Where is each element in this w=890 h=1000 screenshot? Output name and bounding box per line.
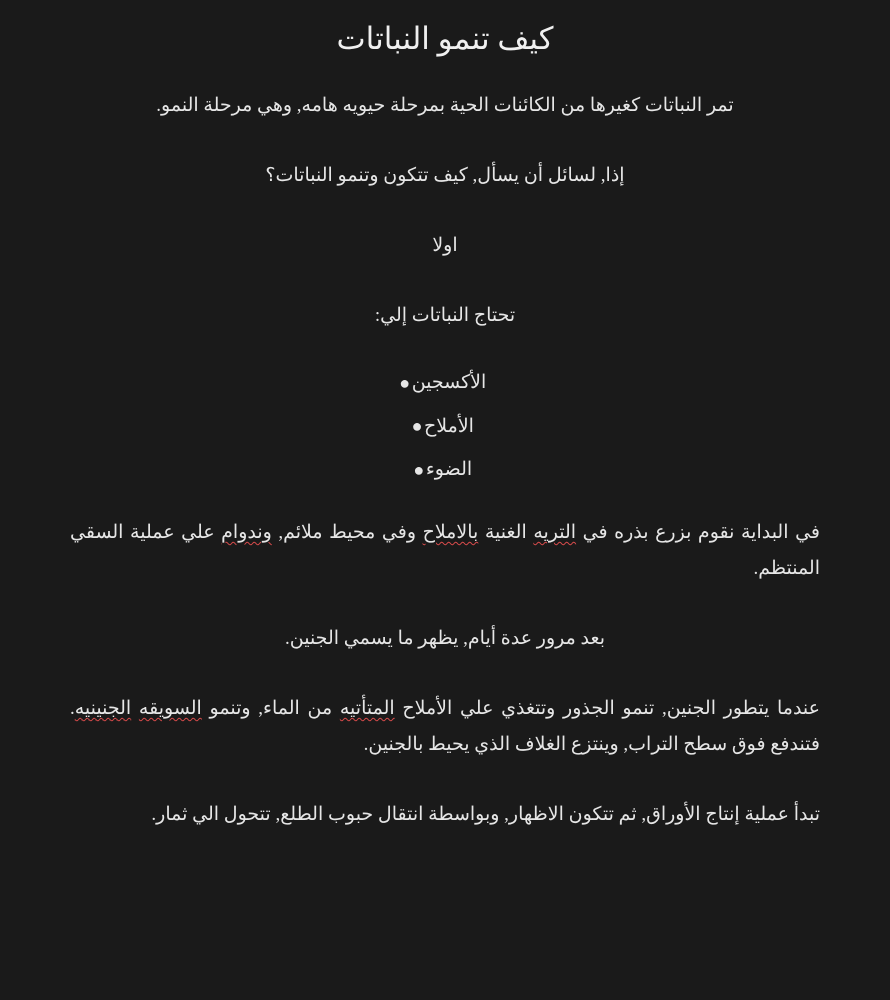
paragraph-leaves (70, 797, 820, 833)
text-run: الغنية (478, 521, 534, 543)
paragraph-planting (70, 515, 820, 587)
text-run: تبدأ عملية إنتاج الأوراق, ثم تتكون الاظهار, وبواسطة انتقال حبوب الطلع, تتحول الي ثمار. (151, 804, 820, 826)
paragraph-growth (70, 691, 820, 763)
spellcheck-word: وندوام (221, 521, 272, 543)
text-run (131, 698, 139, 719)
bullet-icon: ● (399, 372, 411, 393)
text-run: علي عملية السقي المنتظم. (70, 521, 820, 580)
text-run: في البداية نقوم بزرع بذره في (576, 521, 820, 543)
spellcheck-word: المتأتيه (339, 698, 395, 720)
list-item (70, 455, 820, 485)
list-item-label: الأكسجين (411, 372, 487, 394)
spellcheck-word: السويقه (138, 698, 202, 720)
needs-list (70, 368, 820, 485)
bullet-icon: ● (411, 416, 423, 437)
text-run: من الماء, وتنمو (201, 698, 340, 720)
text-run: عندما يتطور الجنين, تنمو الجذور وتتغذي علي الأملاح (394, 698, 821, 720)
paragraph-embryo (70, 621, 820, 657)
list-item-label: الضوء (425, 459, 473, 481)
text-run: . فتندفع فوق سطح التراب, وينتزع الغلاف الذي يحيط بالجنين. (70, 698, 820, 756)
page-title: كيف تنمو النباتات (336, 21, 554, 56)
list-item (70, 368, 820, 398)
paragraph-firstly: اولا (432, 235, 458, 257)
paragraph-intro: تمر النباتات كغيرها من الكائنات الحية بمرحلة حيويه هامه, وهي مرحلة النمو. (156, 94, 734, 116)
list-item (70, 412, 820, 442)
spellcheck-word: التريه (533, 521, 577, 543)
text-run: بعد مرور عدة أيام, يظهر ما يسمي الجنين. (285, 628, 605, 650)
paragraph-question: إذا, لسائل أن يسأل, كيف تتكون وتنمو النباتات؟ (265, 164, 625, 186)
spellcheck-word: الجنينيه (74, 698, 132, 720)
list-item-label: الأملاح (424, 415, 474, 437)
paragraph-needs-intro: تحتاج النباتات إلي: (374, 305, 516, 327)
text-run: وفي محيط ملائم, (271, 521, 423, 543)
spellcheck-word: بالاملاح (422, 521, 479, 543)
bullet-icon: ● (413, 460, 425, 481)
